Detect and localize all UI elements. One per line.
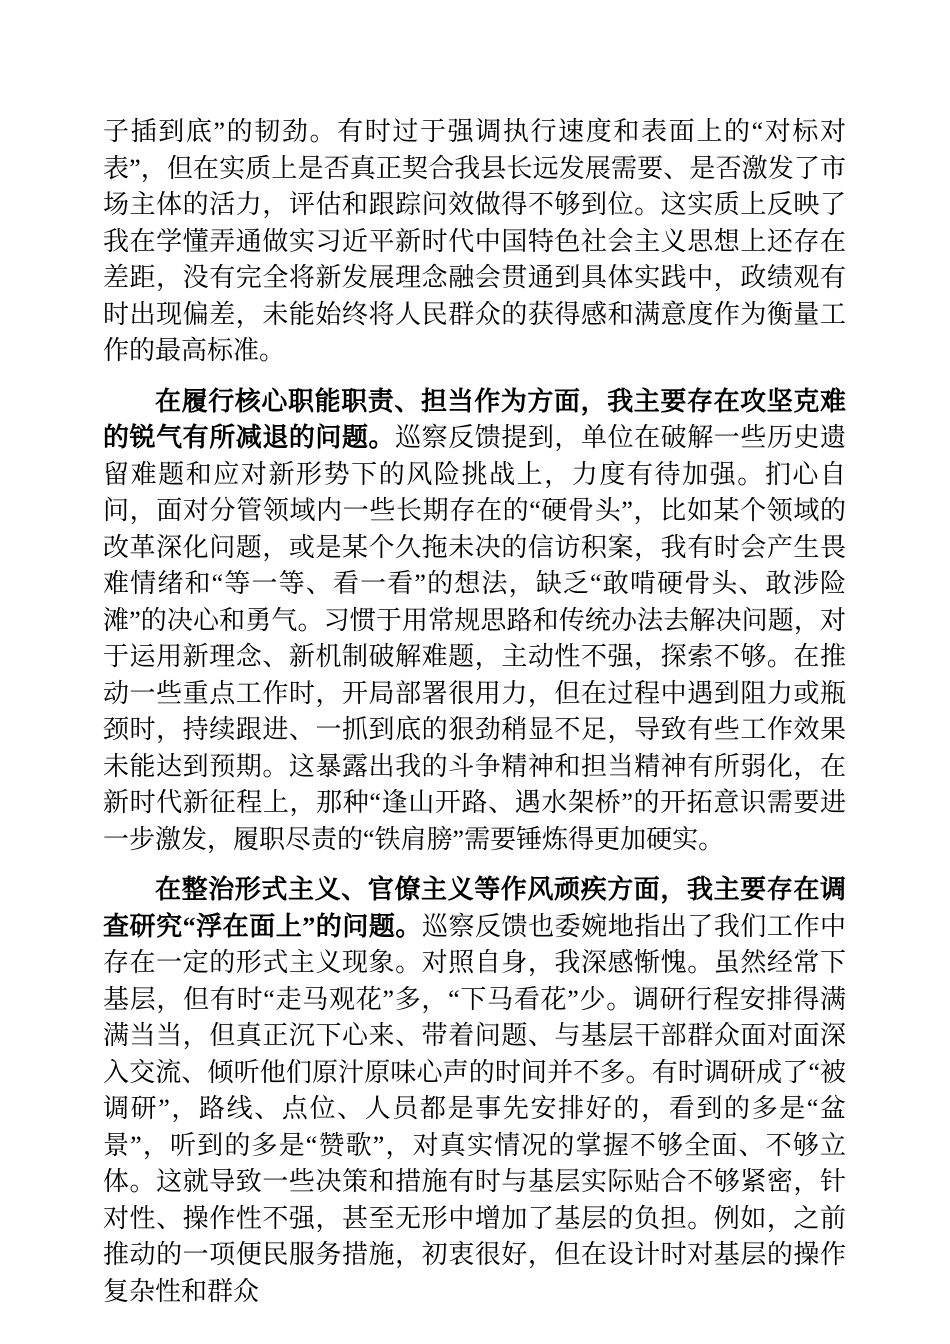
paragraph-body-text: 巡察反馈提到，单位在破解一些历史遗留难题和应对新形势下的风险挑战上，力度有待加强。扪心自问，面对分管领域内一些长期存在的“硬骨头”，比如某个领域的改革深化问题，或是某个久拖未决的信访积案，我有时会产生畏难情绪和“等一等、看一看”的想法，缺乏“敢啃硬骨头、敢涉险滩”的决心和勇气。习惯于用常规思路和传统办法去解决问题，对于运用新理念、新机制破解难题，主动性不强，探索不够。在推动一些重点工作时，开局部署很用力，但在过程中遇到阻力或瓶颈时，持续跟进、一抓到底的狠劲稍显不足，导致有些工作效果未能达到预期。这暴露出我的斗争精神和担当精神有所弱化，在新时代新征程上，那种“逢山开路、遇水架桥”的开拓意识需要进一步激发，履职尽责的“铁肩膀”需要锤炼得更加硬实。 [103,423,846,854]
paragraph-formalism-bureaucracy [103,872,846,1310]
paragraph-core-duties [103,384,846,859]
paragraph-body-text: 子插到底”的韧劲。有时过于强调执行速度和表面上的“对标对表”，但在实质上是否真正契合我县长远发展需要、是否激发了市场主体的活力，评估和跟踪问效做得不够到位。这实质上反映了我在学懂弄通做实习近平新时代中国特色社会主义思想上还存在差距，没有完全将新发展理念融会贯通到具体实践中，政绩观有时出现偏差，未能始终将人民群众的获得感和满意度作为衡量工作的最高标准。 [103,117,846,365]
paragraph-bold-lead: 在整治形式主义、官僚主义等作风顽疾方面，我主要存在调查研究“浮在面上”的问题。 [103,875,846,941]
paragraph-bold-lead: 在履行核心职能职责、担当作为方面，我主要存在攻坚克难的锐气有所减退的问题。 [103,386,846,452]
paragraph-body-text: 巡察反馈也委婉地指出了我们工作中存在一定的形式主义现象。对照自身，我深感惭愧。虽然经常下基层，但有时“走马观花”多，“下马看花”少。调研行程安排得满满当当，但真正沉下心来、带着问题、与基层干部群众面对面深入交流、倾听他们原汁原味心声的时间并不多。有时调研成了“被调研”，路线、点位、人员都是事先安排好的，看到的多是“盆景”，听到的多是“赞歌”，对真实情况的掌握不够全面、不够立体。这就导致一些决策和措施有时与基层实际贴合不够紧密，针对性、操作性不强，甚至无形中增加了基层的负担。例如，之前推动的一项便民服务措施，初衷很好，但在设计时对基层的操作复杂性和群众 [103,911,846,1306]
paragraph-self-criticism-implementation [103,114,846,370]
